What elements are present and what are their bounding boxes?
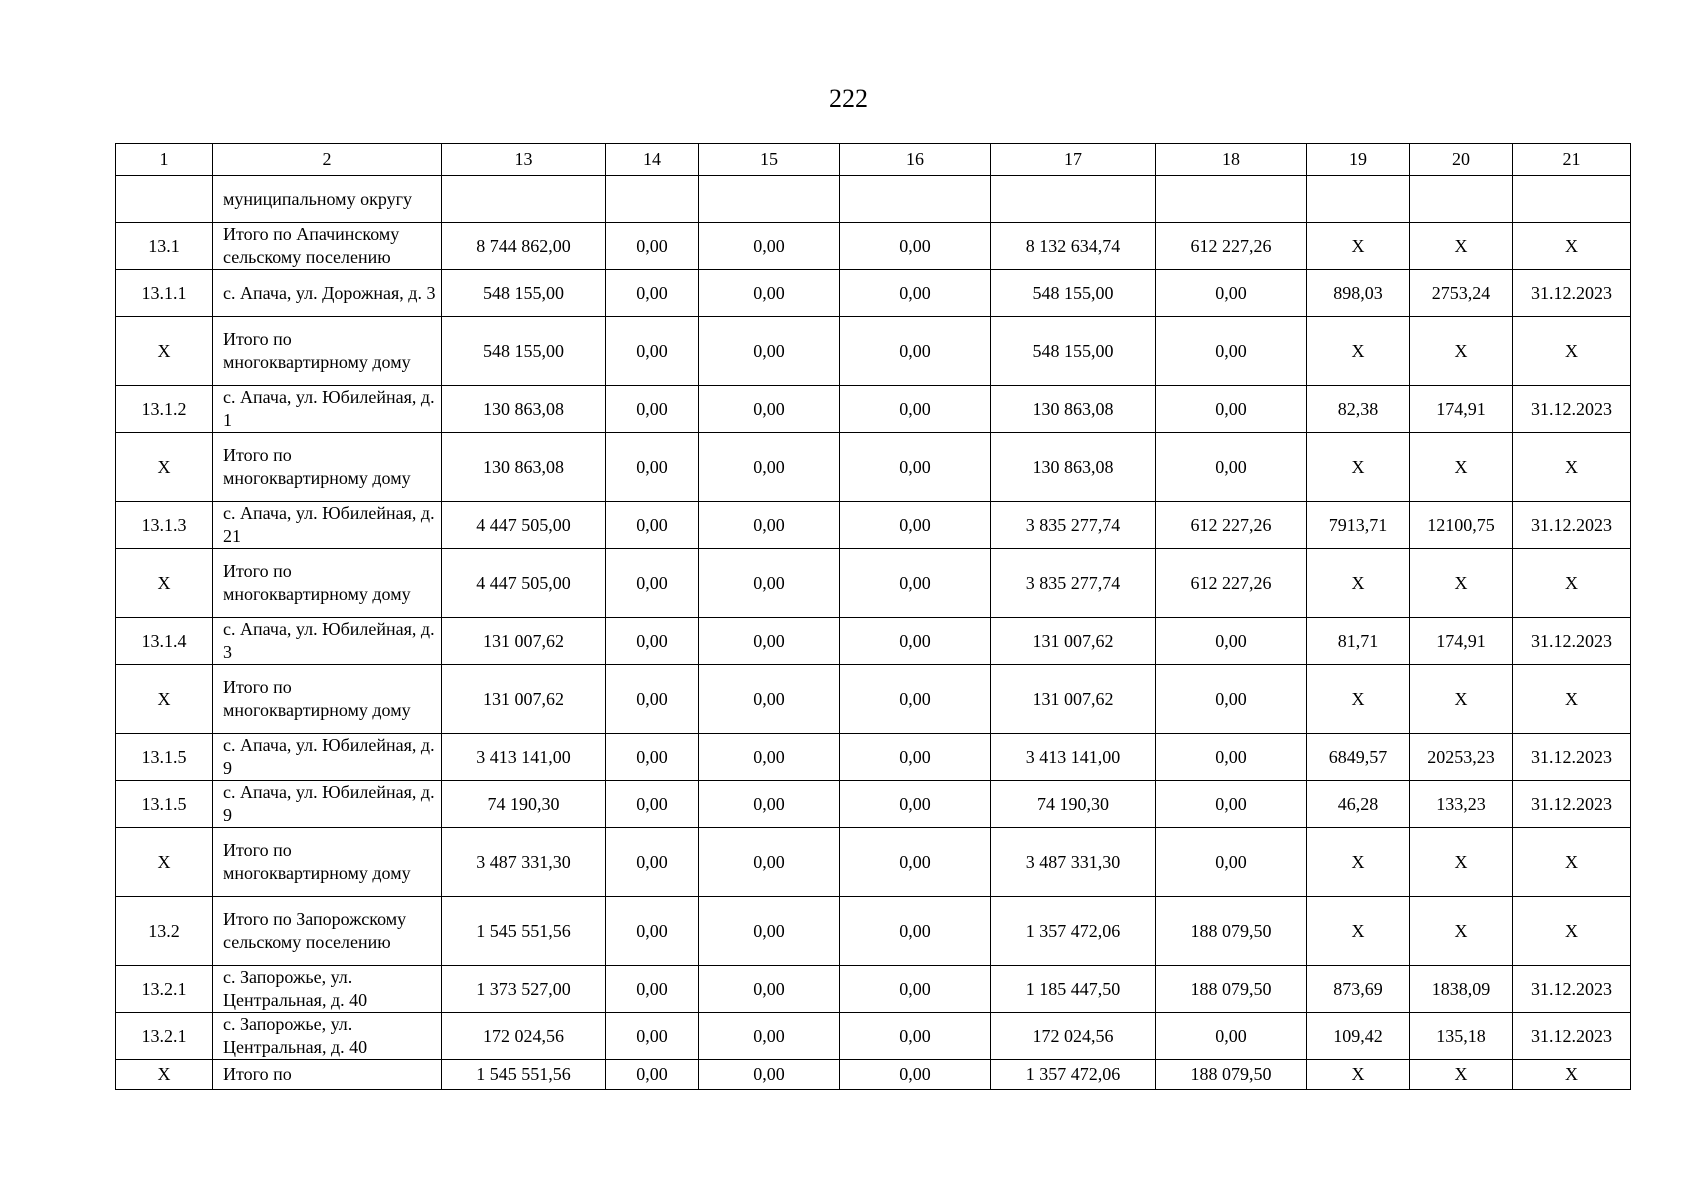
cell-date: 31.12.2023 (1513, 1013, 1631, 1060)
cell-value: X (1410, 665, 1513, 734)
cell-value: 0,00 (606, 1060, 699, 1090)
cell-value: 4 447 505,00 (442, 502, 606, 549)
cell-name: с. Запорожье, ул. Центральная, д. 40 (213, 1013, 442, 1060)
cell-value: 0,00 (606, 618, 699, 665)
cell-value: X (1307, 223, 1410, 270)
cell-value: 1 357 472,06 (991, 897, 1156, 966)
cell-value: 0,00 (1156, 618, 1307, 665)
cell-value: 0,00 (606, 317, 699, 386)
cell-value: 0,00 (699, 966, 840, 1013)
cell-value: X (1410, 317, 1513, 386)
cell-date: 31.12.2023 (1513, 270, 1631, 317)
cell-name: муниципальному округу (213, 176, 442, 223)
column-header: 15 (699, 144, 840, 176)
cell-number: X (116, 433, 213, 502)
cell-number: 13.1.5 (116, 734, 213, 781)
cell-value: 0,00 (840, 966, 991, 1013)
cell-value: 612 227,26 (1156, 549, 1307, 618)
cell-value: 0,00 (606, 223, 699, 270)
column-header: 20 (1410, 144, 1513, 176)
cell-name: с. Апача, ул. Юбилейная, д. 9 (213, 781, 442, 828)
cell-name: Итого по многоквартирному дому (213, 828, 442, 897)
cell-value: 0,00 (699, 223, 840, 270)
cell-value: 0,00 (1156, 665, 1307, 734)
cell-value: 0,00 (840, 618, 991, 665)
cell-name: Итого по Запорожскому сельскому поселению (213, 897, 442, 966)
cell-value: 612 227,26 (1156, 223, 1307, 270)
cell-value: 172 024,56 (991, 1013, 1156, 1060)
cell-number: 13.2.1 (116, 966, 213, 1013)
cell-value: 0,00 (840, 897, 991, 966)
cell-value: 0,00 (699, 270, 840, 317)
cell-value: 612 227,26 (1156, 502, 1307, 549)
cell-number: 13.1.3 (116, 502, 213, 549)
table-row (116, 618, 1631, 665)
cell-value: 1 545 551,56 (442, 897, 606, 966)
cell-number (116, 176, 213, 223)
cell-value: 0,00 (840, 1013, 991, 1060)
cell-name: Итого по многоквартирному дому (213, 433, 442, 502)
cell-number: X (116, 549, 213, 618)
cell-value: 130 863,08 (442, 433, 606, 502)
cell-value: 130 863,08 (991, 433, 1156, 502)
cell-value: 0,00 (1156, 734, 1307, 781)
cell-value: 131 007,62 (442, 665, 606, 734)
cell-value: 548 155,00 (991, 270, 1156, 317)
cell-value: 3 487 331,30 (442, 828, 606, 897)
cell-name: с. Апача, ул. Юбилейная, д. 1 (213, 386, 442, 433)
cell-name: Итого по (213, 1060, 442, 1090)
cell-value: 0,00 (1156, 828, 1307, 897)
column-header: 19 (1307, 144, 1410, 176)
cell-date (1513, 176, 1631, 223)
cell-value: 0,00 (606, 433, 699, 502)
header-row (116, 144, 1631, 176)
cell-date: X (1513, 317, 1631, 386)
cell-value: 0,00 (699, 502, 840, 549)
cell-value: X (1410, 549, 1513, 618)
cell-value: 0,00 (606, 665, 699, 734)
cell-value: 0,00 (606, 897, 699, 966)
cell-value: 174,91 (1410, 386, 1513, 433)
cell-value: X (1307, 317, 1410, 386)
cell-number: X (116, 665, 213, 734)
cell-value: X (1410, 1060, 1513, 1090)
table-row (116, 223, 1631, 270)
column-header: 17 (991, 144, 1156, 176)
table-row (116, 665, 1631, 734)
table-row (116, 966, 1631, 1013)
cell-value: 0,00 (699, 1060, 840, 1090)
cell-value: 0,00 (840, 386, 991, 433)
cell-date: X (1513, 1060, 1631, 1090)
cell-value: 0,00 (606, 781, 699, 828)
page-number: 222 (829, 84, 868, 113)
cell-value: 0,00 (606, 828, 699, 897)
cell-value: 172 024,56 (442, 1013, 606, 1060)
cell-value: 1 357 472,06 (991, 1060, 1156, 1090)
cell-name: с. Апача, ул. Юбилейная, д. 3 (213, 618, 442, 665)
table-row (116, 1060, 1631, 1090)
cell-value: 130 863,08 (442, 386, 606, 433)
cell-value (991, 176, 1156, 223)
cell-value (1410, 176, 1513, 223)
cell-value: X (1307, 1060, 1410, 1090)
data-table (115, 143, 1631, 1090)
cell-value: X (1307, 897, 1410, 966)
cell-value (1156, 176, 1307, 223)
cell-value: 1 373 527,00 (442, 966, 606, 1013)
cell-value: 1838,09 (1410, 966, 1513, 1013)
cell-value: 3 835 277,74 (991, 502, 1156, 549)
table-row (116, 828, 1631, 897)
cell-number: 13.1.4 (116, 618, 213, 665)
cell-date: 31.12.2023 (1513, 734, 1631, 781)
cell-value: 8 132 634,74 (991, 223, 1156, 270)
cell-number: X (116, 317, 213, 386)
cell-value: 0,00 (1156, 317, 1307, 386)
cell-value: 0,00 (699, 1013, 840, 1060)
cell-value: 46,28 (1307, 781, 1410, 828)
cell-value: 0,00 (840, 781, 991, 828)
cell-value (699, 176, 840, 223)
cell-value: 0,00 (699, 734, 840, 781)
cell-date: 31.12.2023 (1513, 618, 1631, 665)
cell-value: 1 185 447,50 (991, 966, 1156, 1013)
cell-value: 873,69 (1307, 966, 1410, 1013)
cell-value: 0,00 (699, 781, 840, 828)
cell-value: 8 744 862,00 (442, 223, 606, 270)
cell-value: 131 007,62 (991, 618, 1156, 665)
cell-value: 3 487 331,30 (991, 828, 1156, 897)
cell-date: X (1513, 433, 1631, 502)
cell-number: 13.2.1 (116, 1013, 213, 1060)
cell-value: 0,00 (840, 223, 991, 270)
cell-value: 74 190,30 (442, 781, 606, 828)
cell-number: 13.1.1 (116, 270, 213, 317)
cell-value: 0,00 (606, 734, 699, 781)
cell-value (606, 176, 699, 223)
cell-value: 898,03 (1307, 270, 1410, 317)
cell-value: 131 007,62 (442, 618, 606, 665)
cell-value: 3 413 141,00 (991, 734, 1156, 781)
table-row (116, 176, 1631, 223)
cell-value: 12100,75 (1410, 502, 1513, 549)
cell-date: X (1513, 828, 1631, 897)
column-header: 13 (442, 144, 606, 176)
column-header: 16 (840, 144, 991, 176)
cell-date: X (1513, 665, 1631, 734)
cell-value: 0,00 (840, 828, 991, 897)
cell-value: 0,00 (1156, 270, 1307, 317)
column-header: 14 (606, 144, 699, 176)
cell-name: с. Апача, ул. Юбилейная, д. 21 (213, 502, 442, 549)
cell-value: 0,00 (606, 1013, 699, 1060)
cell-value: 6849,57 (1307, 734, 1410, 781)
cell-value: 0,00 (606, 966, 699, 1013)
column-header: 1 (116, 144, 213, 176)
cell-value: 3 413 141,00 (442, 734, 606, 781)
cell-date: 31.12.2023 (1513, 386, 1631, 433)
cell-date: 31.12.2023 (1513, 966, 1631, 1013)
table-row (116, 781, 1631, 828)
table-row (116, 270, 1631, 317)
cell-value: 20253,23 (1410, 734, 1513, 781)
cell-value: 174,91 (1410, 618, 1513, 665)
cell-name: Итого по многоквартирному дому (213, 665, 442, 734)
cell-value: 0,00 (840, 270, 991, 317)
column-header: 2 (213, 144, 442, 176)
table-row (116, 549, 1631, 618)
cell-value: 0,00 (606, 270, 699, 317)
cell-value: 109,42 (1307, 1013, 1410, 1060)
cell-value: 548 155,00 (991, 317, 1156, 386)
column-header: 18 (1156, 144, 1307, 176)
cell-value: 0,00 (606, 386, 699, 433)
cell-value: X (1307, 433, 1410, 502)
cell-value: 0,00 (699, 317, 840, 386)
table-row (116, 734, 1631, 781)
cell-value: X (1307, 828, 1410, 897)
cell-value: 188 079,50 (1156, 897, 1307, 966)
cell-value (840, 176, 991, 223)
cell-value: 0,00 (840, 549, 991, 618)
cell-value: 1 545 551,56 (442, 1060, 606, 1090)
cell-value: 0,00 (699, 618, 840, 665)
cell-value: 0,00 (699, 433, 840, 502)
cell-value: 4 447 505,00 (442, 549, 606, 618)
cell-value: 0,00 (840, 665, 991, 734)
cell-name: Итого по многоквартирному дому (213, 549, 442, 618)
cell-value: 74 190,30 (991, 781, 1156, 828)
column-header: 21 (1513, 144, 1631, 176)
cell-value: 0,00 (606, 502, 699, 549)
cell-value: 188 079,50 (1156, 966, 1307, 1013)
cell-date: 31.12.2023 (1513, 502, 1631, 549)
cell-value: 548 155,00 (442, 317, 606, 386)
cell-value: 133,23 (1410, 781, 1513, 828)
cell-value (1307, 176, 1410, 223)
cell-value: 188 079,50 (1156, 1060, 1307, 1090)
cell-value: X (1410, 897, 1513, 966)
cell-value: 3 835 277,74 (991, 549, 1156, 618)
cell-value: X (1410, 223, 1513, 270)
table-row (116, 433, 1631, 502)
cell-value: 130 863,08 (991, 386, 1156, 433)
cell-name: Итого по Апачинскому сельскому поселению (213, 223, 442, 270)
cell-value: 0,00 (1156, 781, 1307, 828)
cell-value: 7913,71 (1307, 502, 1410, 549)
cell-number: 13.1.2 (116, 386, 213, 433)
cell-date: X (1513, 897, 1631, 966)
cell-value: 0,00 (1156, 1013, 1307, 1060)
cell-value: 0,00 (840, 317, 991, 386)
cell-value: 0,00 (1156, 433, 1307, 502)
cell-value: 0,00 (840, 734, 991, 781)
cell-name: с. Запорожье, ул. Центральная, д. 40 (213, 966, 442, 1013)
cell-value: 548 155,00 (442, 270, 606, 317)
cell-value: 0,00 (699, 828, 840, 897)
cell-value: 135,18 (1410, 1013, 1513, 1060)
cell-value: 0,00 (840, 502, 991, 549)
cell-name: с. Апача, ул. Юбилейная, д. 9 (213, 734, 442, 781)
cell-value: 0,00 (699, 897, 840, 966)
cell-value: X (1307, 665, 1410, 734)
table-row (116, 386, 1631, 433)
cell-value: X (1410, 433, 1513, 502)
table-row (116, 317, 1631, 386)
cell-number: 13.1 (116, 223, 213, 270)
cell-value: 2753,24 (1410, 270, 1513, 317)
cell-value: 0,00 (699, 386, 840, 433)
cell-value: 0,00 (840, 433, 991, 502)
cell-value: 0,00 (699, 549, 840, 618)
cell-number: 13.2 (116, 897, 213, 966)
table-row (116, 897, 1631, 966)
cell-number: X (116, 828, 213, 897)
cell-number: X (116, 1060, 213, 1090)
cell-number: 13.1.5 (116, 781, 213, 828)
cell-value: 0,00 (1156, 386, 1307, 433)
cell-value: 0,00 (606, 549, 699, 618)
cell-date: 31.12.2023 (1513, 781, 1631, 828)
cell-value: 0,00 (699, 665, 840, 734)
cell-name: с. Апача, ул. Дорожная, д. 3 (213, 270, 442, 317)
cell-value: 131 007,62 (991, 665, 1156, 734)
table-row (116, 1013, 1631, 1060)
cell-value: X (1410, 828, 1513, 897)
cell-value: 82,38 (1307, 386, 1410, 433)
cell-date: X (1513, 549, 1631, 618)
cell-value: X (1307, 549, 1410, 618)
table-row (116, 502, 1631, 549)
cell-value (442, 176, 606, 223)
cell-value: 81,71 (1307, 618, 1410, 665)
cell-value: 0,00 (840, 1060, 991, 1090)
cell-name: Итого по многоквартирному дому (213, 317, 442, 386)
cell-date: X (1513, 223, 1631, 270)
